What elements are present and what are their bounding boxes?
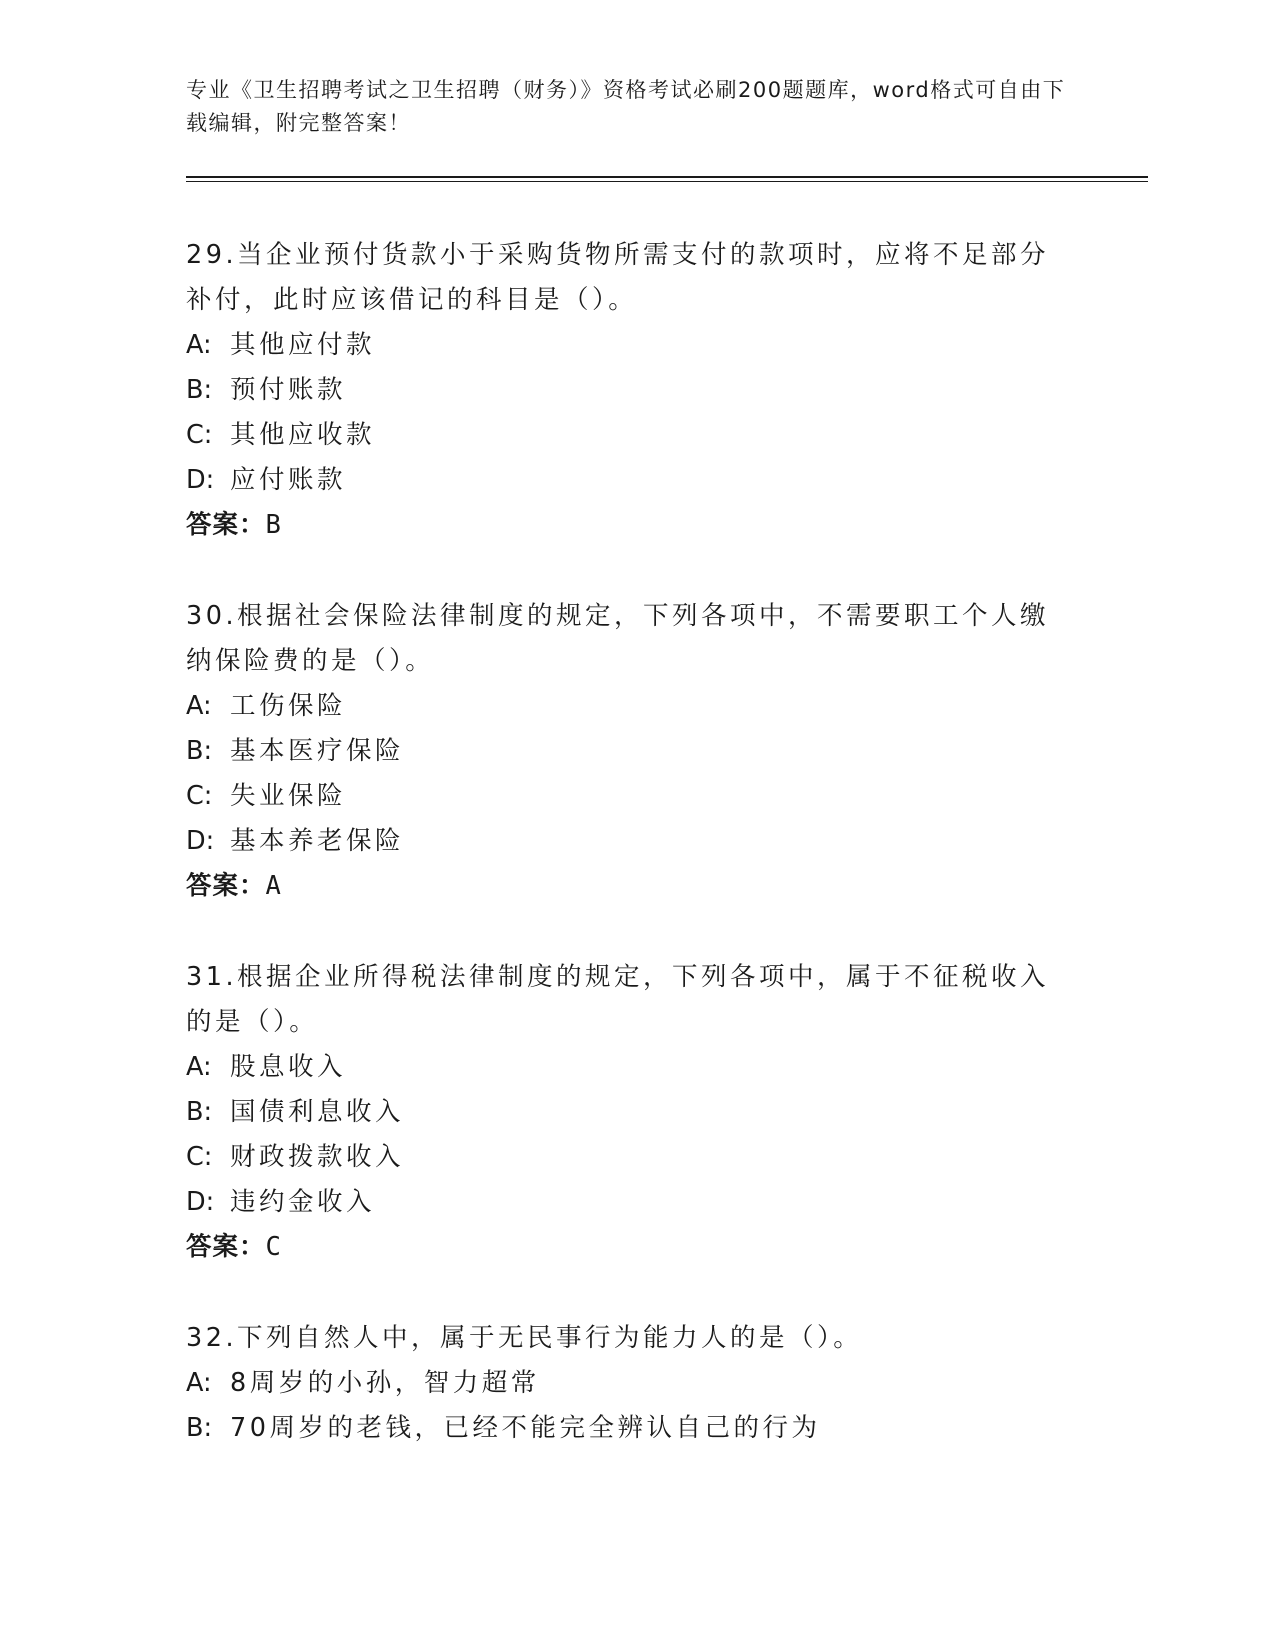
option-a — [186, 1361, 1086, 1406]
option-letter: B: — [186, 1097, 213, 1127]
option-text: 财政拨款收入 — [230, 1142, 405, 1172]
header-rule-thin — [186, 181, 1148, 182]
option-text: 基本医疗保险 — [230, 736, 405, 766]
question-stem: 30.根据社会保险法律制度的规定，下列各项中，不需要职工个人缴纳保险费的是（）。 — [186, 601, 1050, 676]
option-text: 70周岁的老钱，已经不能完全辨认自己的行为 — [230, 1413, 821, 1443]
option-text: 其他应收款 — [230, 420, 376, 450]
option-letter: C: — [186, 1142, 213, 1172]
option-b — [186, 368, 1086, 413]
option-letter: D: — [186, 826, 215, 856]
answer-line — [186, 1225, 1086, 1270]
option-letter: A: — [186, 330, 212, 360]
question-stem: 29.当企业预付货款小于采购货物所需支付的款项时，应将不足部分补付，此时应该借记的科目是（）。 — [186, 240, 1050, 315]
option-b — [186, 1406, 1086, 1451]
answer-line — [186, 503, 1086, 548]
option-text: 基本养老保险 — [230, 826, 405, 856]
option-letter: B: — [186, 375, 213, 405]
question-32 — [186, 1316, 1086, 1451]
header-rule-thick — [186, 176, 1148, 178]
option-a — [186, 323, 1086, 368]
option-b — [186, 1090, 1086, 1135]
answer-value: B — [265, 510, 282, 540]
option-letter: A: — [186, 691, 212, 721]
option-c — [186, 1135, 1086, 1180]
option-letter: A: — [186, 1368, 212, 1398]
option-b — [186, 729, 1086, 774]
option-letter: D: — [186, 465, 215, 495]
answer-value: C — [265, 1232, 282, 1262]
option-text: 股息收入 — [230, 1052, 347, 1082]
option-d — [186, 1180, 1086, 1225]
question-list — [186, 233, 1086, 1497]
option-c — [186, 413, 1086, 458]
option-text: 工伤保险 — [230, 691, 347, 721]
option-d — [186, 819, 1086, 864]
question-stem: 31.根据企业所得税法律制度的规定，下列各项中，属于不征税收入的是（）。 — [186, 962, 1050, 1037]
option-text: 国债利息收入 — [230, 1097, 405, 1127]
document-header: 专业《卫生招聘考试之卫生招聘（财务）》资格考试必刷200题题库，word格式可自由下载编辑，附完整答案！ — [186, 78, 1066, 135]
answer-label: 答案： — [186, 1232, 266, 1262]
option-letter: A: — [186, 1052, 212, 1082]
option-text: 其他应付款 — [230, 330, 376, 360]
option-c — [186, 774, 1086, 819]
answer-line — [186, 864, 1086, 909]
option-text: 违约金收入 — [230, 1187, 376, 1217]
option-text: 应付账款 — [230, 465, 347, 495]
option-text: 预付账款 — [230, 375, 347, 405]
option-letter: D: — [186, 1187, 215, 1217]
question-stem: 32.下列自然人中，属于无民事行为能力人的是（）。 — [186, 1323, 863, 1353]
option-letter: B: — [186, 1413, 213, 1443]
option-letter: B: — [186, 736, 213, 766]
answer-label: 答案： — [186, 871, 266, 901]
option-letter: C: — [186, 781, 213, 811]
option-a — [186, 684, 1086, 729]
question-31 — [186, 955, 1086, 1270]
option-a — [186, 1045, 1086, 1090]
question-30 — [186, 594, 1086, 909]
answer-value: A — [265, 871, 282, 901]
question-29 — [186, 233, 1086, 548]
answer-label: 答案： — [186, 510, 266, 540]
option-letter: C: — [186, 420, 213, 450]
option-text: 8周岁的小孙，智力超常 — [230, 1368, 540, 1398]
option-d — [186, 458, 1086, 503]
option-text: 失业保险 — [230, 781, 347, 811]
